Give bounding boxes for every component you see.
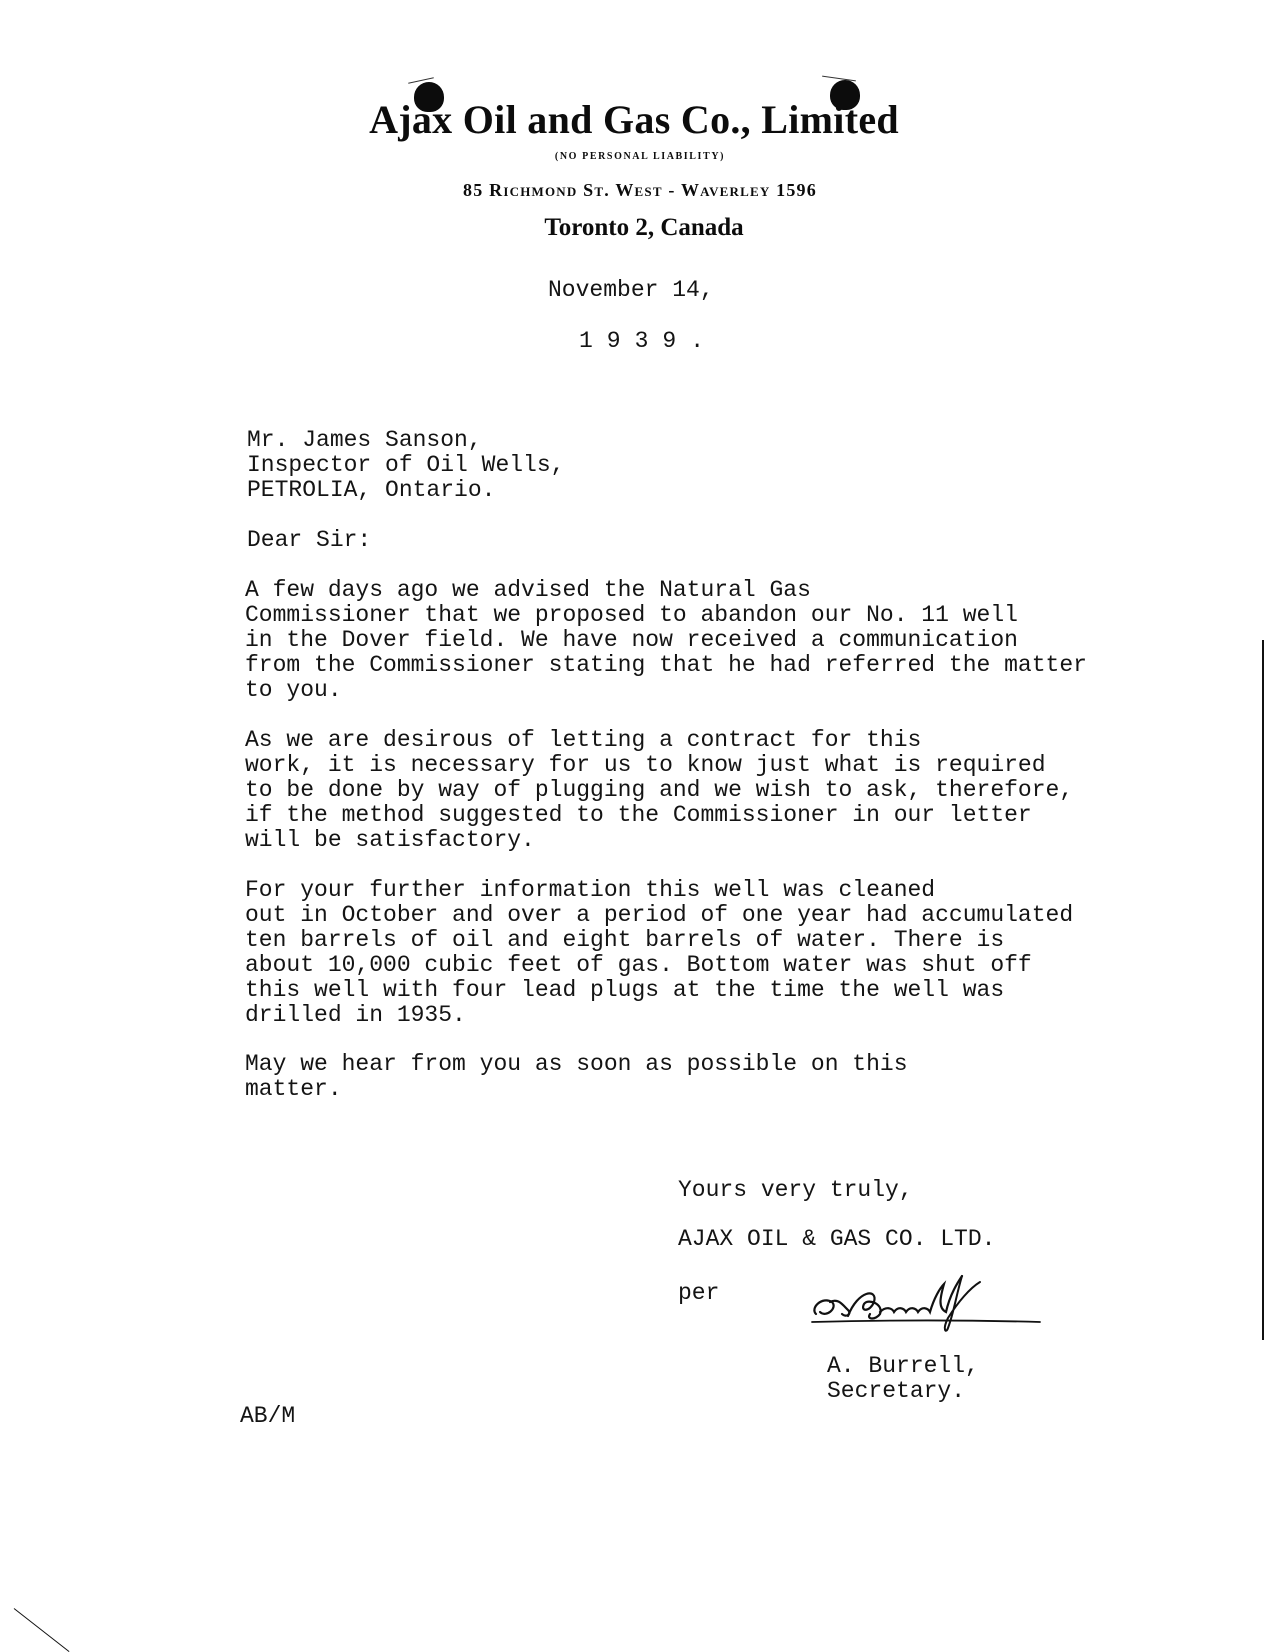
- recipient-place: PETROLIA, Ontario.: [247, 477, 496, 503]
- company-name: Ajax Oil and Gas Co., Limited: [369, 97, 899, 142]
- signature-stroke: [945, 1276, 980, 1331]
- closing-sign-off: Yours very truly,: [678, 1177, 913, 1203]
- body-paragraph-2: As we are desirous of letting a contract for this work, it is necessary for us to know just what is required to be done by way of plugging and we wish to ask, therefore, if the method suggested to the Commissioner in our letter will be satisfactory.: [245, 727, 1074, 853]
- recipient-name: Mr. James Sanson,: [247, 427, 482, 453]
- signer-title: Secretary.: [827, 1378, 966, 1404]
- signature-underline: [812, 1321, 1040, 1323]
- body-paragraph-4: May we hear from you as soon as possible on this matter.: [245, 1051, 908, 1102]
- signature-stroke: [880, 1276, 962, 1312]
- liability-note: (NO PERSONAL LIABILITY): [554, 151, 726, 162]
- signer-name: A. Burrell,: [827, 1353, 979, 1379]
- body-paragraph-3: For your further information this well was cleaned out in October and over a period of one year had accumulated ten barrels of oil and eight barrels of water. There is about 10,000 cubic feet of gas. Bottom water was shut off this well with four lead plugs at the time the well was drilled in 1935.: [245, 877, 1074, 1028]
- closing-per: per: [678, 1280, 720, 1306]
- body-paragraph-1: A few days ago we advised the Natural Gas Commissioner that we proposed to abandon our No. 11 well in the Dover field. We have now received a communication from the Commissioner stating that he had referred the matter to you.: [245, 577, 1087, 703]
- signature-stroke: [814, 1300, 849, 1315]
- scan-corner-mark: [14, 1608, 70, 1652]
- signature-stroke: [848, 1293, 881, 1318]
- company-city: Toronto 2, Canada: [544, 214, 744, 241]
- recipient-title: Inspector of Oil Wells,: [247, 452, 565, 478]
- company-address: 85 Richmond St. West - Waverley 1596: [463, 180, 817, 200]
- salutation: Dear Sir:: [247, 527, 372, 553]
- closing-company: AJAX OIL & GAS CO. LTD.: [678, 1226, 996, 1252]
- handwritten-signature: [808, 1268, 1048, 1348]
- letter-date: November 14,: [548, 277, 714, 303]
- reference-initials: AB/M: [240, 1403, 296, 1429]
- letter-year: 1939.: [579, 328, 719, 354]
- scan-edge-line: [1262, 640, 1264, 1340]
